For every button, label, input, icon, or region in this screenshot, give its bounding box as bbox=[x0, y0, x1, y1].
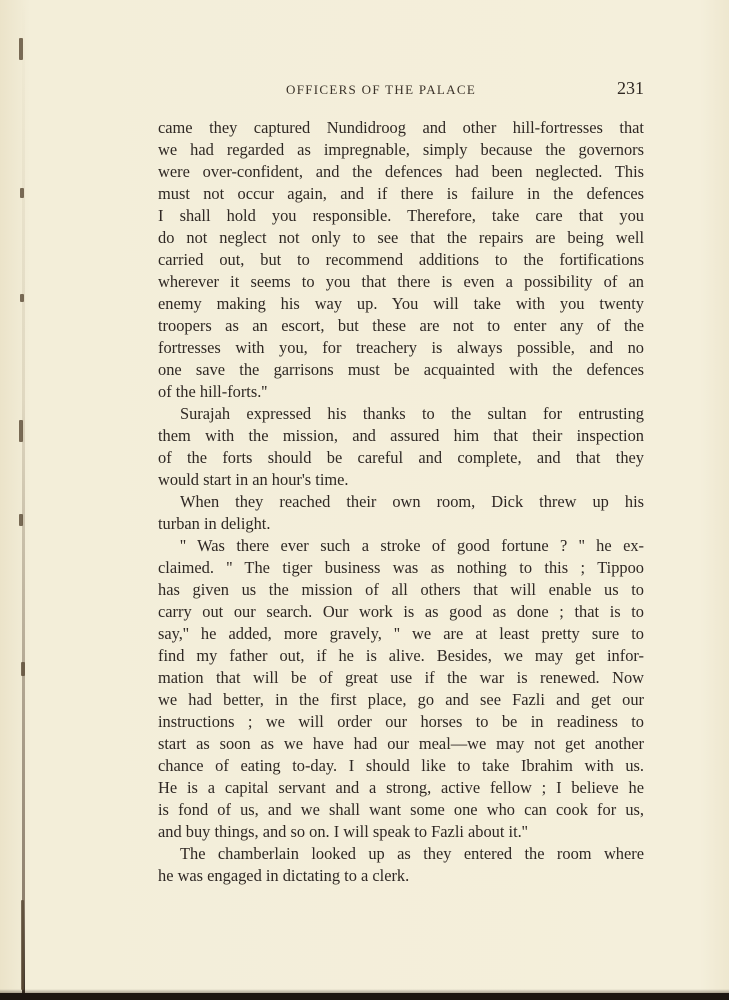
text-line: I shall hold you responsible. Therefore, take care that you bbox=[158, 206, 644, 225]
text-line: we had better, in the first place, go and see Fazli and get our bbox=[158, 690, 644, 709]
page-number: 231 bbox=[617, 78, 644, 98]
text-line: Surajah expressed his thanks to the sultan for entrusting bbox=[180, 404, 644, 423]
text-line: instructions ; we will order our horses to be in readiness to bbox=[158, 712, 644, 731]
page-header bbox=[158, 78, 644, 102]
text-line: enemy making his way up. You will take with you twenty bbox=[158, 294, 644, 313]
text-line: claimed. '' The tiger business was as nothing to this ; Tippoo bbox=[158, 558, 644, 577]
text-line: one save the garrisons must be acquainted with the defences bbox=[158, 360, 644, 379]
text-line: troopers as an escort, but these are not to enter any of the bbox=[158, 316, 644, 335]
text-line: He is a capital servant and a strong, active fellow ; I believe he bbox=[158, 778, 644, 797]
text-line: is fond of us, and we shall want some one who can cook for us, bbox=[158, 800, 644, 819]
text-line: were over-confident, and the defences had been neglected. This bbox=[158, 162, 644, 181]
text-line: we had regarded as impregnable, simply because the governors bbox=[158, 140, 644, 159]
text-line: say,'' he added, more gravely, '' we are at least pretty sure to bbox=[158, 624, 644, 643]
text-line: wherever it seems to you that there is even a possibility of an bbox=[158, 272, 644, 291]
text-line: turban in delight. bbox=[158, 514, 271, 533]
text-line: '' Was there ever such a stroke of good fortune ? '' he ex- bbox=[180, 536, 644, 555]
text-line: When they reached their own room, Dick threw up his bbox=[180, 492, 644, 511]
text-line: must not occur again, and if there is failure in the defences bbox=[158, 184, 644, 203]
body-text bbox=[158, 117, 644, 887]
text-line: mation that will be of great use if the war is renewed. Now bbox=[158, 668, 644, 687]
text-line: do not neglect not only to see that the repairs are being well bbox=[158, 228, 644, 247]
text-line: would start in an hour's time. bbox=[158, 470, 349, 489]
text-line: carry out our search. Our work is as good as done ; that is to bbox=[158, 602, 644, 621]
text-line: them with the mission, and assured him that their inspection bbox=[158, 426, 644, 445]
text-line: find my father out, if he is alive. Besides, we may get infor- bbox=[158, 646, 644, 665]
text-line: carried out, but to recommend additions to the fortifications bbox=[158, 250, 644, 269]
text-line: of the forts should be careful and complete, and that they bbox=[158, 448, 644, 467]
text-line: of the hill-forts.'' bbox=[158, 382, 268, 401]
page-bottom-edge bbox=[0, 993, 729, 1000]
text-line: The chamberlain looked up as they entered the room where bbox=[180, 844, 644, 863]
text-line: came they captured Nundidroog and other hill-fortresses that bbox=[158, 118, 644, 137]
text-line: has given us the mission of all others that will enable us to bbox=[158, 580, 644, 599]
text-line: fortresses with you, for treachery is always possible, and no bbox=[158, 338, 644, 357]
page-gutter-shadow bbox=[22, 0, 25, 1000]
text-line: and buy things, and so on. I will speak to Fazli about it.'' bbox=[158, 822, 528, 841]
text-line: chance of eating to-day. I should like to take Ibrahim with us. bbox=[158, 756, 644, 775]
running-head: OFFICERS OF THE PALACE bbox=[286, 82, 477, 97]
text-line: he was engaged in dictating to a clerk. bbox=[158, 866, 410, 885]
text-line: start as soon as we have had our meal—we may not get another bbox=[158, 734, 644, 753]
